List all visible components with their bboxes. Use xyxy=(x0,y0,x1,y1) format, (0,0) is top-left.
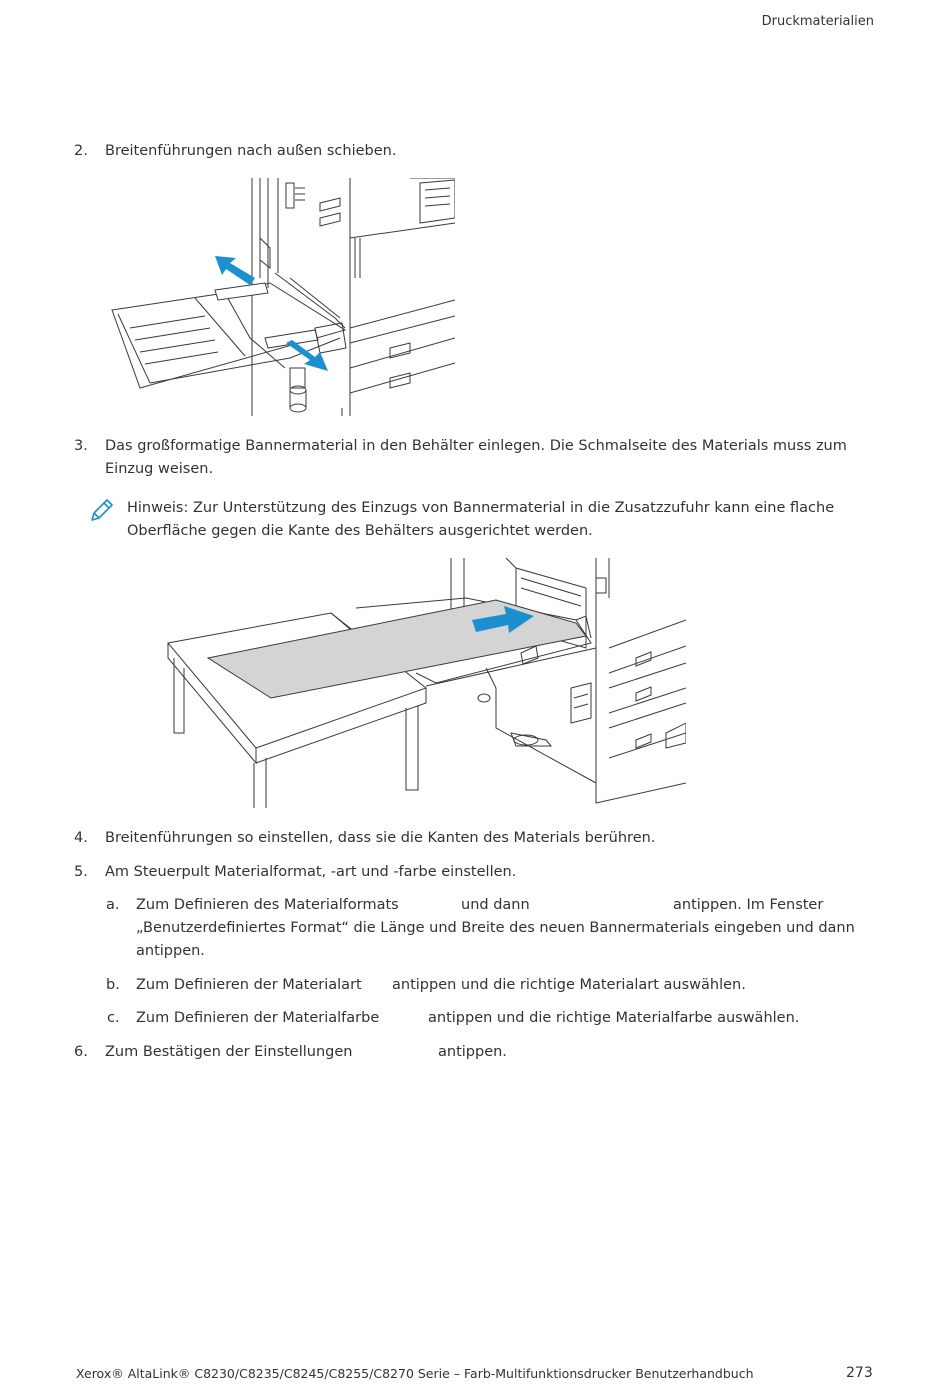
substep-letter: b. xyxy=(106,977,120,993)
substep-text: Zum Definieren des Materialformats xyxy=(136,897,399,913)
substep-text-line: antippen. xyxy=(136,943,205,959)
substep-text: Zum Definieren der Materialfarbe xyxy=(136,1010,380,1026)
step-number: 6. xyxy=(74,1044,88,1060)
illustration-width-guides xyxy=(110,178,455,416)
substep-text: Zum Definieren der Materialart xyxy=(136,977,362,993)
step-number: 3. xyxy=(74,438,88,454)
pencil-icon xyxy=(88,498,114,524)
step-number: 4. xyxy=(74,830,88,846)
step-text: Zum Bestätigen der Einstellungen xyxy=(105,1044,353,1060)
step-number: 5. xyxy=(74,864,88,880)
substep-text-line: „Benutzerdefiniertes Format“ die Länge und Breite des neuen Bannermaterials eingeben und dann xyxy=(136,920,855,936)
substep-text: und dann xyxy=(461,897,530,913)
step-text-line: Das großformatige Bannermaterial in den Behälter einlegen. Die Schmalseite des Materials muss zum xyxy=(105,438,847,454)
step-text: Breitenführungen so einstellen, dass sie die Kanten des Materials berühren. xyxy=(105,830,656,846)
step-text: Am Steuerpult Materialformat, -art und -farbe einstellen. xyxy=(105,864,517,880)
page-number: 273 xyxy=(846,1365,873,1381)
step-text: antippen. xyxy=(438,1044,507,1060)
running-header: Druckmaterialien xyxy=(761,14,874,29)
substep-text: antippen und die richtige Materialart auswählen. xyxy=(392,977,746,993)
step-number: 2. xyxy=(74,143,88,159)
step-text: Breitenführungen nach außen schieben. xyxy=(105,143,397,159)
substep-text: antippen und die richtige Materialfarbe auswählen. xyxy=(428,1010,800,1026)
illustration-banner-loading xyxy=(166,558,686,808)
note-text-line: Hinweis: Zur Unterstützung des Einzugs von Bannermaterial in die Zusatzzufuhr kann eine flache xyxy=(127,500,835,516)
note-text-line: Oberfläche gegen die Kante des Behälters ausgerichtet werden. xyxy=(127,523,593,539)
step-text-line: Einzug weisen. xyxy=(105,461,214,477)
footer-title: Xerox® AltaLink® C8230/C8235/C8245/C8255/C8270 Serie – Farb-Multifunktionsdrucker Benutzerhandbuch xyxy=(76,1366,754,1381)
substep-text: antippen. Im Fenster xyxy=(673,897,824,913)
substep-letter: c. xyxy=(107,1010,120,1026)
substep-letter: a. xyxy=(106,897,120,913)
